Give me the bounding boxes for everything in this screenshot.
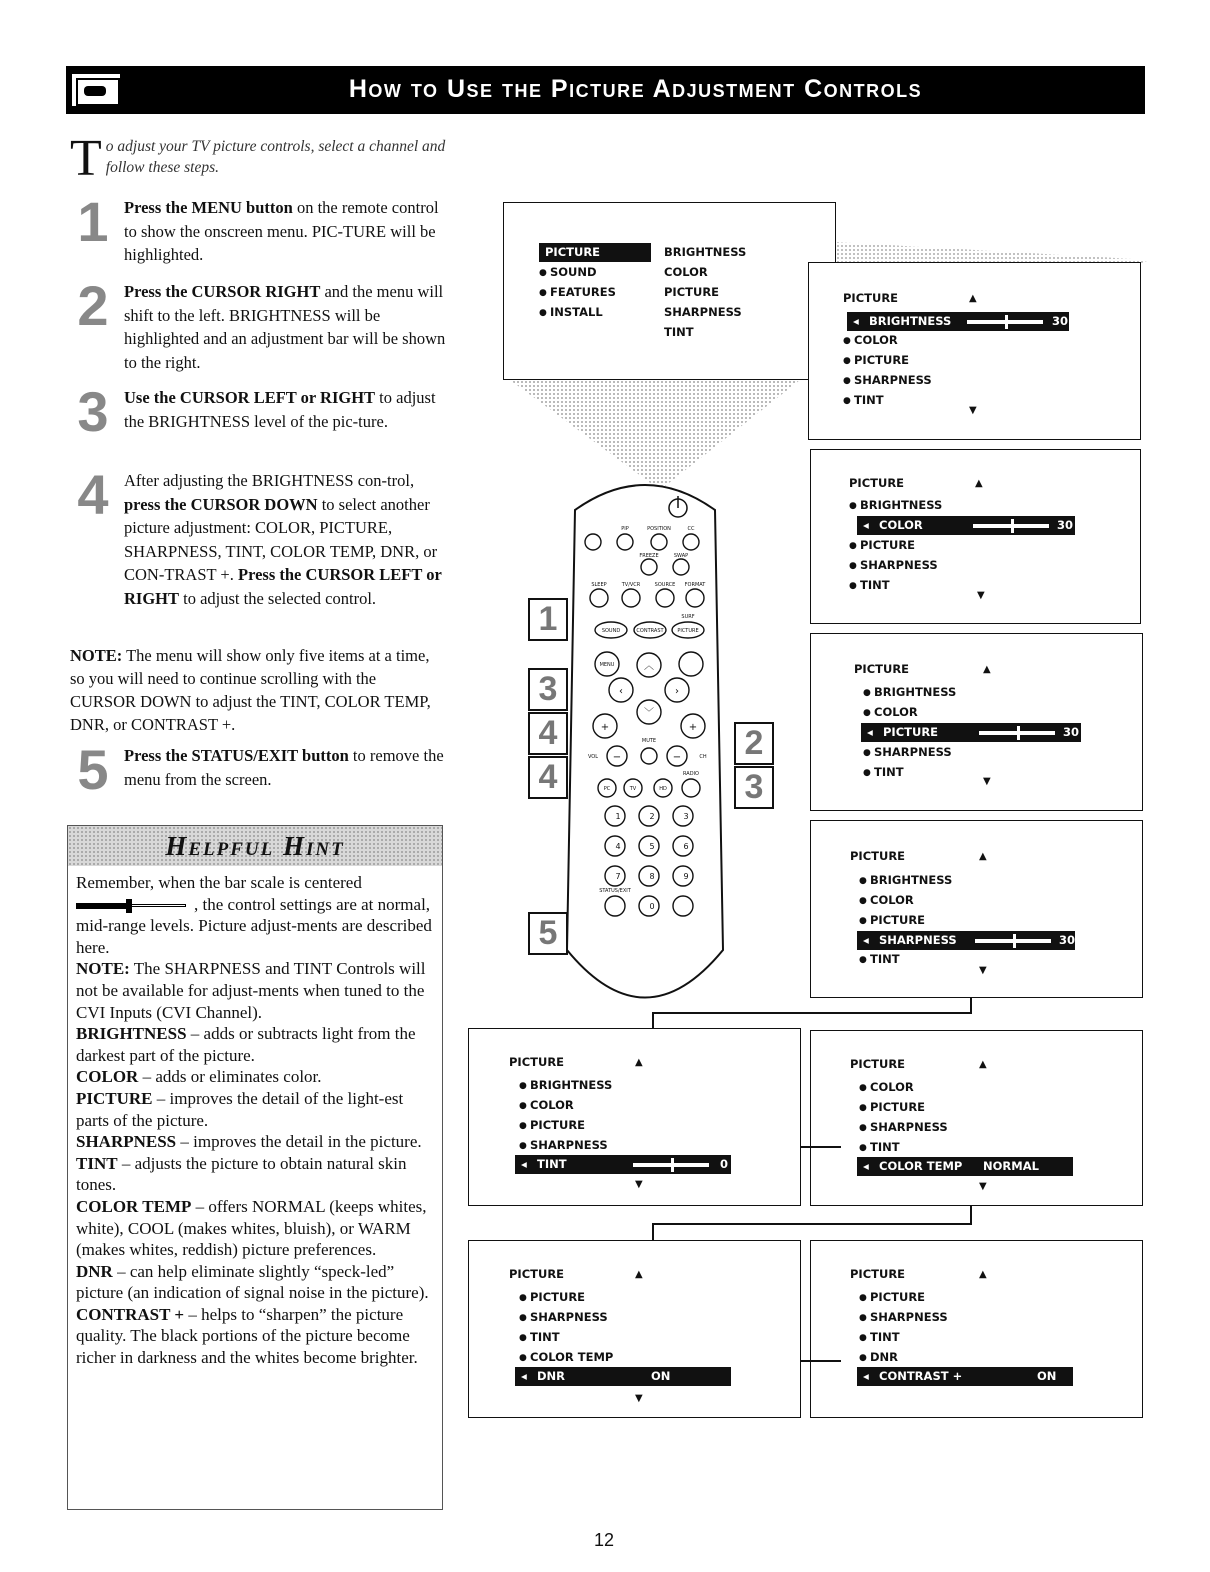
centered-bar-icon xyxy=(76,903,186,909)
submenu-item: TINT xyxy=(664,325,694,339)
definition-term: COLOR xyxy=(76,1067,139,1087)
osd-highlight-label: COLOR TEMP xyxy=(879,1159,963,1173)
svg-text:‹: ‹ xyxy=(619,686,623,697)
callout-4b: 4 xyxy=(528,756,568,799)
digit-8: 8 xyxy=(649,872,655,881)
osd-item: ● TINT xyxy=(859,952,900,966)
step-text: and the menu will shift to the left. BRIGHTNESS will be highlighted and an adjustment bar will be shown to the right. xyxy=(124,282,446,372)
connector-line xyxy=(801,1146,841,1148)
definition-text: – improves the detail of the light-est parts of the picture. xyxy=(76,1088,404,1130)
scroll-up-icon: ▲ xyxy=(975,478,983,489)
definition-term: COLOR TEMP xyxy=(76,1196,192,1216)
adjustment-bar xyxy=(973,524,1049,528)
osd-value: ON xyxy=(1037,1369,1057,1383)
definition xyxy=(76,1066,434,1088)
page-header xyxy=(66,66,1145,114)
osd-item: ● SHARPNESS xyxy=(519,1310,608,1324)
osd-item: ● PICTURE xyxy=(519,1290,585,1304)
osd-sharpness xyxy=(810,820,1143,998)
definition xyxy=(76,1304,434,1369)
left-arrow-icon: ◂ xyxy=(863,1159,869,1173)
submenu-item: PICTURE xyxy=(664,285,720,299)
scroll-up-icon: ▲ xyxy=(635,1057,643,1068)
osd-item: ● COLOR xyxy=(843,333,898,347)
digit-2: 2 xyxy=(649,812,655,821)
osd-item: ● PICTURE xyxy=(519,1118,585,1132)
left-arrow-icon: ◂ xyxy=(863,933,869,947)
step-number: 4 xyxy=(77,463,109,526)
osd-highlight-label: TINT xyxy=(537,1157,567,1171)
adjustment-bar xyxy=(975,939,1051,943)
osd-item: ● TINT xyxy=(519,1330,560,1344)
osd-item: ● SHARPNESS xyxy=(849,558,938,572)
osd-color-temp xyxy=(810,1030,1143,1206)
hint-title: Helpful Hint xyxy=(68,826,442,866)
osd-item: ● SHARPNESS xyxy=(843,373,932,387)
submenu-item: BRIGHTNESS xyxy=(664,245,747,259)
svg-text:−: − xyxy=(672,752,682,763)
step-text: on the remote control to show the onscreen menu. PIC-TURE will be highlighted. xyxy=(124,198,439,264)
callout-4: 4 xyxy=(528,712,568,755)
note-label: NOTE: xyxy=(70,646,123,665)
surf-label: SURF xyxy=(681,614,695,620)
osd-highlight-label: BRIGHTNESS xyxy=(869,314,952,328)
osd-color xyxy=(810,449,1141,624)
step-4 xyxy=(70,463,450,610)
osd-highlight[interactable] xyxy=(857,1157,1073,1176)
osd-item: ● TINT xyxy=(863,765,904,779)
adjustment-bar xyxy=(633,1163,709,1167)
hint-text: , the control settings are at normal, mid-range levels. Picture adjust-ments are described here. xyxy=(76,894,432,957)
digit-7: 7 xyxy=(615,872,621,881)
digit-6: 6 xyxy=(683,842,689,851)
radio-label: RADIO xyxy=(683,771,699,777)
osd-item: ● COLOR xyxy=(519,1098,574,1112)
osd-item: ● SHARPNESS xyxy=(859,1120,948,1134)
osd-title: PICTURE xyxy=(849,476,905,490)
osd-item: ● PICTURE xyxy=(859,1100,925,1114)
definition-term: CONTRAST + xyxy=(76,1304,185,1324)
osd-title: PICTURE xyxy=(843,291,899,305)
tv-picture-icon xyxy=(70,72,122,108)
step-text: to select another picture adjustment: COLOR, PICTURE, SHARPNESS, TINT, COLOR TEMP, DNR, or CON-TRAST +. xyxy=(124,494,438,584)
svg-text:›: › xyxy=(675,686,679,697)
osd-item: ● SHARPNESS xyxy=(519,1138,608,1152)
connector-line xyxy=(970,998,972,1012)
scroll-down-icon: ▼ xyxy=(635,1179,643,1190)
osd-title: PICTURE xyxy=(850,849,906,863)
sound-label: SOUND xyxy=(601,628,621,634)
definition xyxy=(76,1088,434,1131)
osd-item: ● BRIGHTNESS xyxy=(863,685,956,699)
step-text: to remove the menu from the screen. xyxy=(124,746,444,789)
scroll-down-icon: ▼ xyxy=(977,590,985,601)
hint-note-label: NOTE: xyxy=(76,959,130,979)
digit-5: 5 xyxy=(649,842,655,851)
digit-3: 3 xyxy=(683,812,689,821)
digit-1: 1 xyxy=(615,812,621,821)
definition xyxy=(76,1023,434,1066)
osd-title: PICTURE xyxy=(854,662,910,676)
step-2 xyxy=(70,274,450,374)
scroll-up-icon: ▲ xyxy=(969,293,977,304)
menu-label: PICTURE xyxy=(545,245,601,259)
helpful-hint-box xyxy=(67,825,443,1510)
osd-item: ● COLOR TEMP xyxy=(519,1350,613,1364)
svg-text:﹀: ﹀ xyxy=(644,708,654,719)
osd-picture xyxy=(810,633,1143,811)
osd-highlight[interactable] xyxy=(515,1155,731,1174)
osd-item: ● PICTURE xyxy=(843,353,909,367)
scroll-down-icon: ▼ xyxy=(635,1393,643,1404)
submenu-item: SHARPNESS xyxy=(664,305,742,319)
adjustment-bar xyxy=(967,320,1043,324)
osd-item: ● SHARPNESS xyxy=(859,1310,948,1324)
osd-dnr xyxy=(468,1240,801,1418)
left-arrow-icon: ◂ xyxy=(521,1369,527,1383)
step-text: to adjust the BRIGHTNESS level of the pic-ture. xyxy=(124,388,436,431)
step-number: 5 xyxy=(77,738,109,801)
step-number: 1 xyxy=(77,190,109,253)
osd-item: ● TINT xyxy=(859,1330,900,1344)
definition-term: TINT xyxy=(76,1153,118,1173)
definition xyxy=(76,1196,434,1261)
remote-control xyxy=(555,470,735,1030)
mute-label: MUTE xyxy=(641,738,657,744)
osd-item: ● TINT xyxy=(843,393,884,407)
pip-label: PIP xyxy=(621,526,629,532)
menu-item[interactable]: ● SOUND xyxy=(539,265,597,279)
tvvcr-label: TV/VCR xyxy=(621,582,641,588)
step-number: 3 xyxy=(77,380,109,443)
definition-text: – helps to “sharpen” the picture quality. The black portions of the picture become richer in darkness and the whites become brighter. xyxy=(76,1304,418,1368)
main-menu-screen xyxy=(503,202,836,380)
osd-item: ● PICTURE xyxy=(849,538,915,552)
scroll-up-icon: ▲ xyxy=(979,1059,987,1070)
osd-highlight-label: COLOR xyxy=(879,518,923,532)
osd-title: PICTURE xyxy=(850,1267,906,1281)
osd-value: 30 xyxy=(1057,518,1074,532)
osd-value: 30 xyxy=(1059,933,1076,947)
left-arrow-icon: ◂ xyxy=(863,1369,869,1383)
hint-text: Remember, when the bar scale is centered xyxy=(76,873,362,892)
osd-highlight[interactable] xyxy=(857,1367,1073,1386)
step-action: Press the MENU button xyxy=(124,198,293,217)
osd-item: ● SHARPNESS xyxy=(863,745,952,759)
scroll-up-icon: ▲ xyxy=(979,851,987,862)
connector-line xyxy=(652,1223,972,1225)
scroll-down-icon: ▼ xyxy=(979,965,987,976)
page-title: How to Use the Picture Adjustment Controls xyxy=(348,75,923,103)
scroll-up-icon: ▲ xyxy=(635,1269,643,1280)
callout-3b: 3 xyxy=(734,766,774,809)
osd-item: ● BRIGHTNESS xyxy=(519,1078,612,1092)
left-arrow-icon: ◂ xyxy=(867,725,873,739)
osd-contrast-plus xyxy=(810,1240,1143,1418)
page-number: 12 xyxy=(594,1530,615,1550)
definition-text: – adds or subtracts light from the darkest part of the picture. xyxy=(76,1024,416,1065)
menu-item[interactable]: ● INSTALL xyxy=(539,305,603,319)
osd-title: PICTURE xyxy=(509,1267,565,1281)
svg-text:+: + xyxy=(600,722,610,733)
step-action: Use the CURSOR LEFT or RIGHT xyxy=(124,388,376,407)
osd-item: ● PICTURE xyxy=(859,1290,925,1304)
adjustment-bar xyxy=(979,731,1055,735)
scroll-down-icon: ▼ xyxy=(983,776,991,787)
osd-item: ● TINT xyxy=(859,1140,900,1154)
definition-text: – improves the detail in the picture. xyxy=(176,1132,422,1152)
step-number: 2 xyxy=(77,274,109,337)
osd-item: ● COLOR xyxy=(863,705,918,719)
note-paragraph xyxy=(70,644,446,736)
step-3 xyxy=(70,380,450,443)
swap-label: SWAP xyxy=(673,553,689,559)
osd-item: ● BRIGHTNESS xyxy=(859,873,952,887)
osd-item: ● COLOR xyxy=(859,1080,914,1094)
osd-value: 30 xyxy=(1063,725,1080,739)
step-text: to adjust the selected control. xyxy=(179,588,377,608)
svg-text:−: − xyxy=(612,752,622,763)
osd-value: 30 xyxy=(1052,314,1069,328)
menu-item-selected[interactable] xyxy=(539,243,651,262)
step-action: Press the CURSOR LEFT or RIGHT xyxy=(124,565,442,608)
definition-text: – can help eliminate slightly “speck-led” picture (an indication of signal noise in the picture). xyxy=(76,1261,429,1303)
osd-item: ● TINT xyxy=(849,578,890,592)
osd-highlight[interactable] xyxy=(857,931,1075,950)
osd-value: 0 xyxy=(720,1157,729,1171)
definition-term: PICTURE xyxy=(76,1088,153,1108)
osd-value: NORMAL xyxy=(983,1159,1039,1173)
scroll-down-icon: ▼ xyxy=(969,405,977,416)
svg-text:︿: ︿ xyxy=(644,661,654,672)
osd-value: ON xyxy=(651,1369,671,1383)
osd-title: PICTURE xyxy=(509,1055,565,1069)
definition xyxy=(76,1131,434,1153)
scroll-down-icon: ▼ xyxy=(979,1181,987,1192)
step-text: After adjusting the BRIGHTNESS con-trol, xyxy=(124,471,415,490)
step-action: press the CURSOR DOWN xyxy=(124,494,318,514)
contrast-label: CONTRAST xyxy=(636,628,664,634)
note-text: The menu will show only five items at a time, so you will need to continue scrolling with the CURSOR DOWN to adjust the TINT, COLOR TEMP, DNR, or CONTRAST +. xyxy=(70,646,431,734)
step-action: Press the STATUS/EXIT button xyxy=(124,746,349,765)
position-label: POSITION xyxy=(647,526,671,532)
step-1 xyxy=(70,190,450,267)
step-action: Press the CURSOR RIGHT xyxy=(124,282,321,301)
intro-paragraph xyxy=(70,130,450,187)
osd-item: ● DNR xyxy=(859,1350,898,1364)
osd-highlight-label: CONTRAST + xyxy=(879,1369,963,1383)
hint-note-text: The SHARPNESS and TINT Controls will not be available for adjust-ments when tuned to the CVI Inputs (CVI Channel). xyxy=(76,959,426,1022)
cc-label: CC xyxy=(687,526,695,532)
format-label: FORMAT xyxy=(684,582,706,588)
hd-label: HD xyxy=(659,786,667,792)
osd-item: ● PICTURE xyxy=(859,913,925,927)
tv-label: TV xyxy=(629,786,637,792)
osd-title: PICTURE xyxy=(850,1057,906,1071)
osd-highlight[interactable] xyxy=(847,312,1069,331)
scroll-up-icon: ▲ xyxy=(979,1269,987,1280)
definition-term: SHARPNESS xyxy=(76,1132,177,1152)
sleep-label: SLEEP xyxy=(591,582,607,588)
osd-highlight[interactable] xyxy=(857,516,1075,535)
svg-text:+: + xyxy=(688,722,698,733)
osd-tint xyxy=(468,1028,801,1206)
callout-3: 3 xyxy=(528,668,568,711)
scroll-up-icon: ▲ xyxy=(983,664,991,675)
osd-item: ● COLOR xyxy=(859,893,914,907)
connector-line xyxy=(801,1360,841,1362)
osd-highlight-label: SHARPNESS xyxy=(879,933,957,947)
connector-line xyxy=(970,1206,972,1224)
osd-highlight[interactable] xyxy=(515,1367,731,1386)
osd-item: ● BRIGHTNESS xyxy=(849,498,942,512)
source-label: SOURCE xyxy=(654,582,676,588)
intro-text: o adjust your TV picture controls, select a channel and follow these steps. xyxy=(105,138,446,176)
callout-1: 1 xyxy=(528,598,568,641)
definition xyxy=(76,1261,434,1304)
definition-text: – adds or eliminates color. xyxy=(138,1067,322,1087)
submenu-item: COLOR xyxy=(664,265,708,279)
definition-text: – adjusts the picture to obtain natural skin tones. xyxy=(76,1153,407,1195)
menu-label: MENU xyxy=(599,662,615,668)
left-arrow-icon: ◂ xyxy=(863,518,869,532)
digit-9: 9 xyxy=(683,872,689,881)
definition xyxy=(76,1153,434,1196)
osd-highlight-label: PICTURE xyxy=(883,725,939,739)
osd-highlight[interactable] xyxy=(861,723,1081,742)
osd-brightness xyxy=(808,262,1141,440)
freeze-label: FREEZE xyxy=(639,553,659,559)
digit-0: 0 xyxy=(649,902,655,911)
pc-label: PC xyxy=(603,786,611,792)
definition-term: DNR xyxy=(76,1261,113,1281)
connector-line xyxy=(652,1223,654,1240)
left-arrow-icon: ◂ xyxy=(853,314,859,328)
definition-text: – offers NORMAL (keeps whites, white), COOL (makes whites, bluish), or WARM (makes whites, reddish) picture preferences. xyxy=(76,1196,427,1260)
menu-item[interactable]: ● FEATURES xyxy=(539,285,616,299)
osd-highlight-label: DNR xyxy=(537,1369,566,1383)
left-arrow-icon: ◂ xyxy=(521,1157,527,1171)
step-5 xyxy=(70,738,450,801)
definition-term: BRIGHTNESS xyxy=(76,1024,187,1044)
callout-2: 2 xyxy=(734,722,774,765)
status-exit-label: STATUS/EXIT xyxy=(599,888,631,894)
digit-4: 4 xyxy=(615,842,621,851)
ch-label: CH xyxy=(699,754,707,760)
vol-label: VOL xyxy=(587,754,599,760)
drop-cap: T xyxy=(70,130,102,187)
callout-5: 5 xyxy=(528,912,568,955)
picture-label: PICTURE xyxy=(677,628,699,634)
